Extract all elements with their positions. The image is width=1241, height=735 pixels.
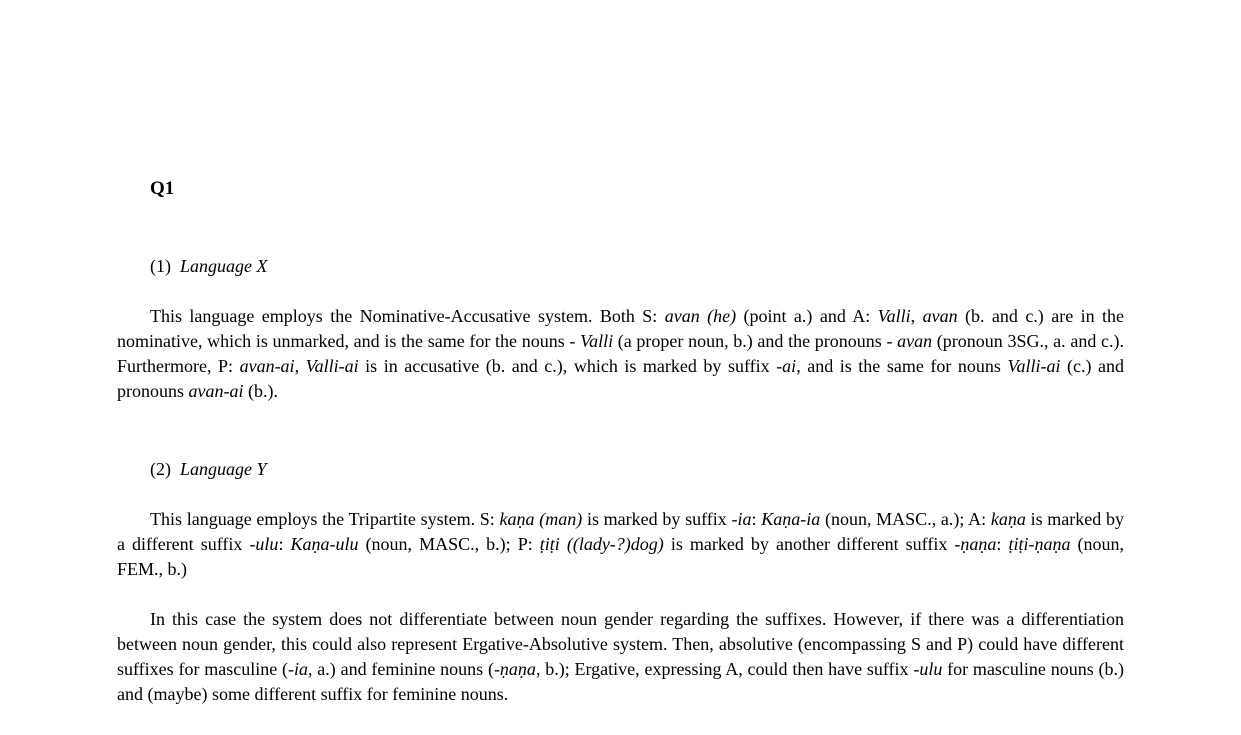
question-heading: Q1: [150, 178, 175, 199]
section-2-paragraph-2: In this case the system does not differentiate between noun gender regarding the suffixes. However, if there was a differentiation between noun gender, this could also represent Ergative-Absolutive system. Then, absolutive (encompassing S and P) could have different suffixes for masculine (-ia, a.) and feminine nouns (-ṇaṇa, b.); Ergative, expressing A, could then have suffix -ulu for masculine nouns (b.) and (maybe) some different suffix for feminine nouns.: [117, 609, 1124, 704]
section-1-number: (1): [150, 256, 171, 276]
section-2-number: (2): [150, 459, 171, 479]
section-1-paragraph-1: This language employs the Nominative-Accusative system. Both S: avan (he) (point a.) and A: Valli, avan (b. and c.) are in the nominative, which is unmarked, and is the same for the nouns - Valli (a proper noun, b.) and the pronouns - avan (pronoun 3SG., a. and c.). Furthermore, P: avan-ai, Valli-ai is in accusative (b. and c.), which is marked by suffix -ai, and is the same for nouns Valli-ai (c.) and pronouns avan-ai (b.).: [117, 306, 1125, 401]
section-2-heading: [150, 457, 1124, 482]
section-1-title: Language X: [180, 256, 268, 276]
section-2-paragraph-1: This language employs the Tripartite system. S: kaṇa (man) is marked by suffix -ia: Kaṇa-ia (noun, MASC., a.); A: kaṇa is marked by a different suffix -ulu: Kaṇa-ulu (noun, MASC., b.); P: ṭiṭi ((lady-?)dog) is marked by another different suffix -ṇaṇa: ṭiṭi-ṇaṇa (noun, FEM., b.): [117, 509, 1124, 579]
section-1-heading: [150, 254, 1124, 279]
section-2-title: Language Y: [180, 459, 267, 479]
